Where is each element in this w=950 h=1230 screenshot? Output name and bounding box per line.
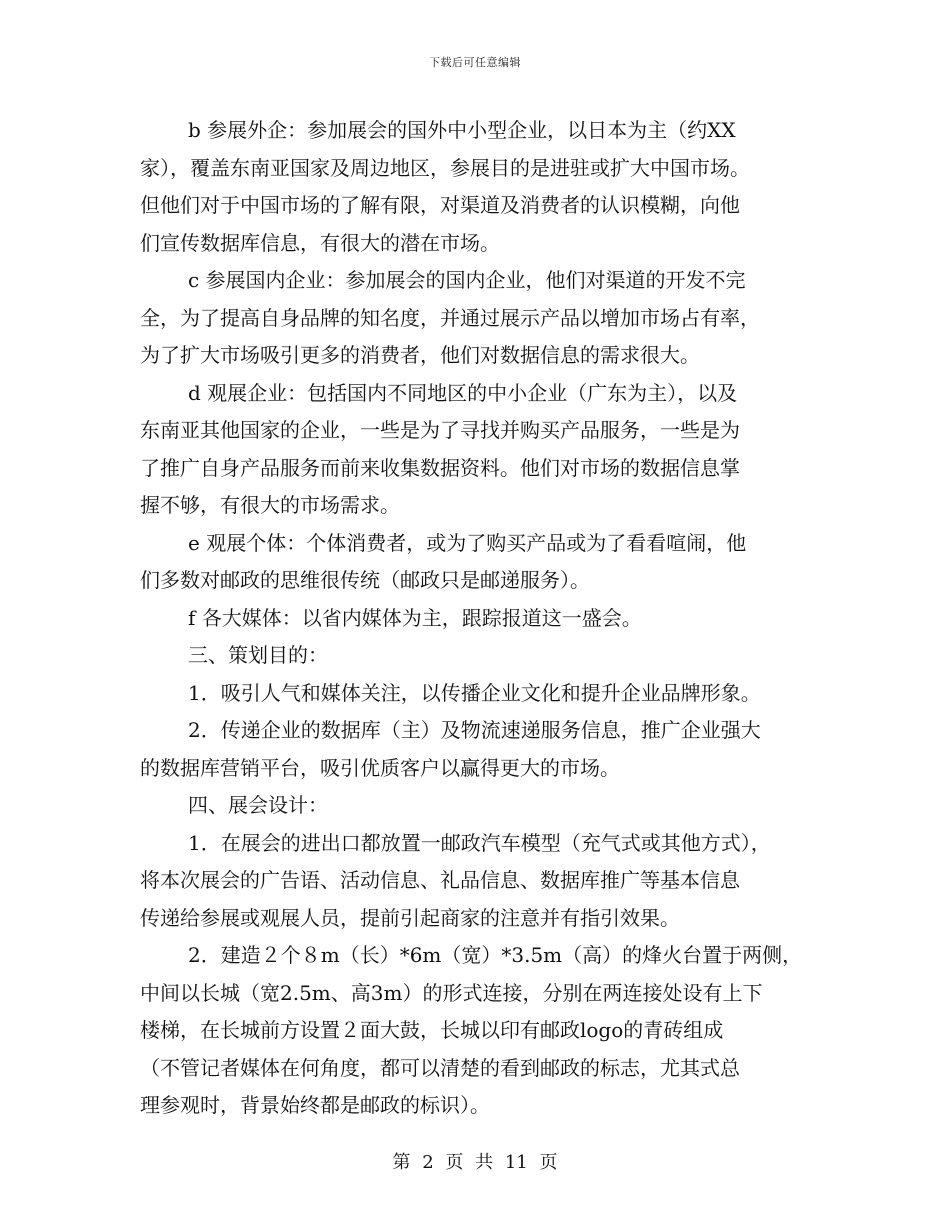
paragraph-line: 1．吸引人气和媒体关注，以传播企业文化和提升企业品牌形象。	[188, 680, 761, 705]
paragraph-line: 将本次展会的广告语、活动信息、礼品信息、数据库推广等基本信息	[140, 868, 740, 892]
paragraph-line: 2．建造２个８m（长）*6m（宽）*3.5m（高）的烽火台置于两侧，	[188, 943, 803, 967]
paragraph-line: 东南亚其他国家的企业，一些是为了寻找并购买产品服务，一些是为	[140, 418, 740, 442]
paragraph-line: 但他们对于中国市场的了解有限，对渠道及消费者的认识模糊，向他	[140, 193, 740, 217]
paragraph-line: 家），覆盖东南亚国家及周边地区，参展目的是进驻或扩大中国市场。	[140, 155, 750, 180]
paragraph-line: 们宣传数据库信息，有很大的潜在市场。	[140, 230, 500, 255]
paragraph-line: 中间以长城（宽2.5m、高3m）的形式连接，分别在两连接处设有上下	[140, 980, 763, 1005]
paragraph-line: 全，为了提高自身品牌的知名度，并通过展示产品以增加市场占有率，	[140, 305, 760, 330]
paragraph-line: 了推广自身产品服务而前来收集数据资料。他们对市场的数据信息掌	[140, 455, 740, 480]
page-footer: 第 2 页 共 11 页	[392, 1152, 558, 1173]
paragraph-line: d 观展企业：包括国内不同地区的中小企业（广东为主），以及	[188, 380, 738, 405]
paragraph-line: 握不够，有很大的市场需求。	[140, 493, 400, 517]
section-heading: 四、展会设计：	[188, 793, 328, 817]
page-header: 下载后可任意编辑	[429, 56, 521, 69]
paragraph-line: 1．在展会的进出口都放置一邮政汽车模型（充气式或其他方式），	[188, 830, 771, 855]
paragraph-line: f 各大媒体：以省内媒体为主，跟踪报道这一盛会。	[188, 605, 642, 630]
paragraph-line: c 参展国内企业：参加展会的国内企业，他们对渠道的开发不完	[188, 268, 746, 292]
paragraph-line: 们多数对邮政的思维很传统（邮政只是邮递服务）。	[140, 568, 590, 592]
section-heading: 三、策划目的：	[188, 643, 328, 667]
paragraph-line: e 观展个体：个体消费者，或为了购买产品或为了看看喧闹，他	[188, 530, 747, 555]
paragraph-line: 的数据库营销平台，吸引优质客户以赢得更大的市场。	[140, 755, 620, 780]
paragraph-line: 楼梯，在长城前方设置２面大鼓，长城以印有邮政logo的青砖组成	[140, 1018, 724, 1042]
paragraph-line: 传递给参展或观展人员，提前引起商家的注意并有指引效果。	[140, 905, 680, 930]
paragraph-line: b 参展外企：参加展会的国外中小型企业，以日本为主（约XX	[188, 118, 736, 142]
paragraph-line: （不管记者媒体在何角度，都可以清楚的看到邮政的标志，尤其式总	[140, 1055, 740, 1080]
paragraph-line: 2．传递企业的数据库（主）及物流速递服务信息，推广企业强大	[188, 718, 761, 742]
document-body	[140, 112, 815, 1125]
paragraph-line: 理参观时，背景始终都是邮政的标识）。	[140, 1093, 490, 1117]
paragraph-line: 为了扩大市场吸引更多的消费者，他们对数据信息的需求很大。	[140, 343, 700, 367]
